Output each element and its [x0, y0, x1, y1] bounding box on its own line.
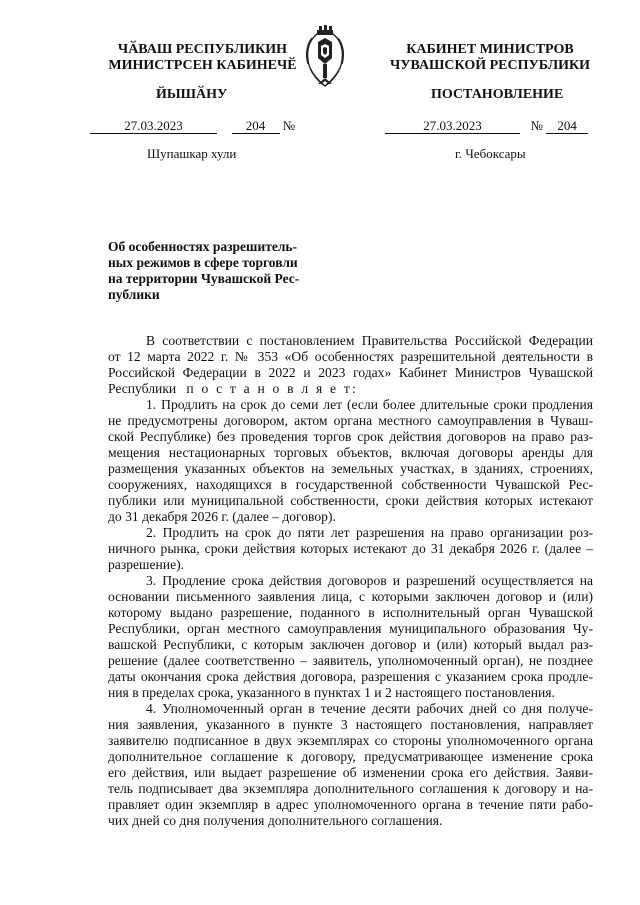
body-line: сооружениях, находящихся в государственной собственности Чувашской Рес-: [108, 477, 593, 492]
chuvash-coat-of-arms-icon: [300, 24, 350, 94]
body-line: которому выдано разрешение, поданного в исполнительный орган Чувашской: [108, 605, 593, 620]
body-line: чих дней со дня получения дополнительного соглашения.: [108, 813, 443, 828]
right-date-number-row: [385, 118, 588, 134]
subject-line: публики: [108, 287, 160, 302]
header-left-org-line2: МИНИСТРСЕН КАБИНЕЧӖ: [108, 58, 297, 73]
left-number-sign: №: [282, 118, 296, 133]
left-date: 27.03.2023: [90, 119, 217, 134]
body-line: размещения указанных объектов на земельных участках, в зданиях, строениях,: [108, 461, 593, 476]
body-line: 3. Продление срока действия договоров и разрешений осуществляется на: [146, 573, 593, 588]
body-line: Российской Федерации в 2022 и 2023 годах» Кабинет Министров Чувашской: [108, 365, 593, 380]
body-line: ния заявления, указанного в пункте 3 настоящего постановления, направляет: [108, 717, 593, 732]
body-line: 2. Продлить на срок до пяти лет разрешения на право организации роз-: [146, 525, 593, 540]
body-line: тель подписывает два экземпляра дополнительного соглашения к договору и на-: [108, 781, 593, 796]
body-line: вашской Республики, с которым заключен договор и (или) который выдал раз-: [108, 637, 593, 652]
right-date: 27.03.2023: [385, 119, 520, 134]
body-line: Республики, орган местного самоуправления муниципального образования Чу-: [108, 621, 593, 636]
right-number-sign: №: [530, 118, 543, 133]
body-line: 1. Продлить на срок до семи лет (если более длительные сроки продления: [146, 397, 593, 412]
left-place: Шупашкар хули: [147, 146, 237, 161]
header-left-doc-type: ЙЫШӐНУ: [156, 87, 228, 102]
right-place: г. Чебоксары: [455, 146, 526, 161]
body-line: В соответствии с постановлением Правительства Российской Федерации: [146, 333, 593, 348]
body-line: 4. Уполномоченный орган в течение десяти рабочих дней со дня получе-: [146, 701, 593, 716]
body-line: публики или муниципальной собственности, сроки действия которых истекают: [108, 493, 593, 508]
body-line: разрешение).: [108, 557, 185, 572]
right-number: 204: [546, 119, 588, 134]
body-line: ния в пределах срока, указанного в пунктах 1 и 2 настоящего постановления.: [108, 685, 555, 700]
body-line: до 31 декабря 2026 г. (далее – договор).: [108, 509, 336, 524]
body-line: не предусмотрены договором, актом органа местного самоуправления в Чуваш-: [108, 413, 593, 428]
decree-verb: п о с т а н о в л я е т:: [186, 381, 358, 396]
header-left-org-line1: ЧӐВАШ РЕСПУБЛИКИН: [117, 42, 288, 57]
decree-subject: Республики: [108, 381, 177, 396]
header-right-org-line1: КАБИНЕТ МИНИСТРОВ: [406, 42, 574, 57]
body-line-decree: [108, 381, 358, 397]
body-line: заявителю подписанное в двух экземплярах со стороны уполномоченного органа: [108, 733, 593, 748]
body-line: основании письменного заявления лица, с которыми заключен договор и (или): [108, 589, 593, 604]
subject-line: ных режимов в сфере торговли: [108, 255, 298, 270]
left-number: 204: [232, 119, 280, 134]
subject-line: Об особенностях разрешитель-: [108, 239, 298, 254]
left-date-number-row: [90, 118, 295, 134]
body-line: от 12 марта 2022 г. № 353 «Об особенностях разрешительной деятельности в: [108, 349, 593, 364]
body-line: даты окончания срока действия договора, разрешения с указанием срока продле-: [108, 669, 593, 684]
body-line: решение (далее соответственно – заявитель, уполномоченный орган), не позднее: [108, 653, 593, 668]
body-line: дополнительное соглашение к договору, предусматривающее изменение срока: [108, 749, 593, 764]
body-line: правляет один экземпляр в адрес уполномоченного органа в течение пяти рабо-: [108, 797, 593, 812]
header-right-doc-type: ПОСТАНОВЛЕНИЕ: [431, 87, 564, 102]
subject-line: на территории Чувашской Рес-: [108, 271, 300, 286]
body-line: мещения нестационарных торговых объектов, включая договоры аренды для: [108, 445, 593, 460]
body-line: ничного рынка, сроки действия которых истекают до 31 декабря 2026 г. (далее –: [108, 541, 593, 556]
header-right-org-line2: ЧУВАШСКОЙ РЕСПУБЛИКИ: [389, 58, 591, 73]
body-line: ской Республике) без проведения торгов срок действия договоров на право раз-: [108, 429, 593, 444]
body-line: его действия, или выдает разрешение об изменении срока его действия. Заяви-: [108, 765, 593, 780]
